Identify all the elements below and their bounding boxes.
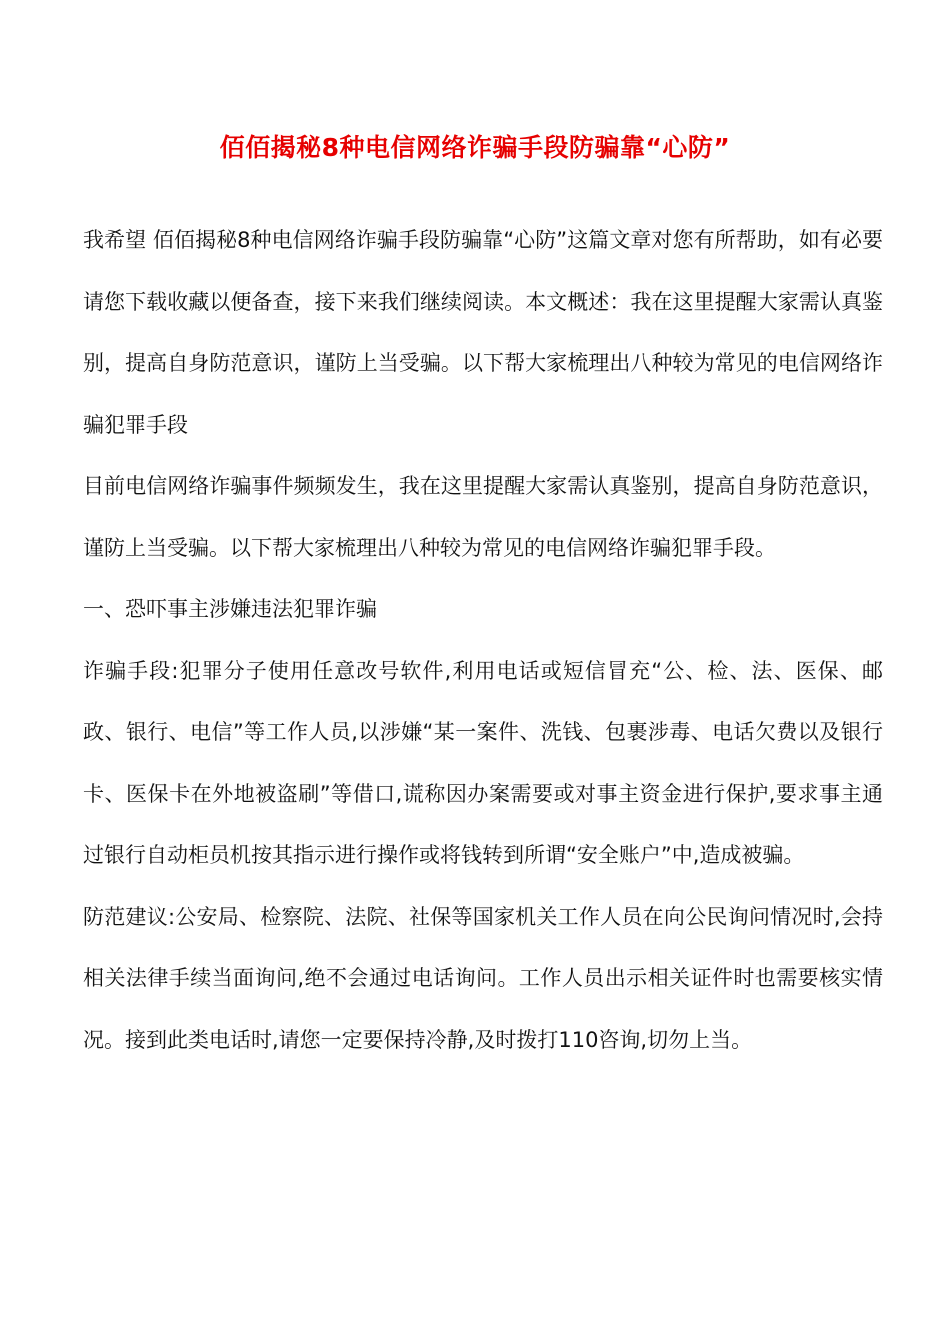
- document-title: 佰佰揭秘8种电信网络诈骗手段防骗靠“心防”: [219, 133, 731, 162]
- summary-paragraph: 目前电信网络诈骗事件频频发生，我在这里提醒大家需认真鉴别，提高自身防范意识，谨防上当受骗。以下帮大家梳理出八种较为常见的电信网络诈骗犯罪手段。: [83, 474, 883, 560]
- fraud-method-paragraph: 诈骗手段:犯罪分子使用任意改号软件,利用电话或短信冒充“公、检、法、医保、邮政、银行、电信”等工作人员,以涉嫌“某一案件、洗钱、包裹涉毒、电话欠费以及银行卡、医保卡在外地被盗刷”等借口,谎称因办案需要或对事主资金进行保护,要求事主通过银行自动柜员机按其指示进行操作或将钱转到所谓“安全账户”中,造成被骗。: [83, 658, 883, 867]
- prevention-advice-paragraph: 防范建议:公安局、检察院、法院、社保等国家机关工作人员在向公民询问情况时,会持相关法律手续当面询问,绝不会通过电话询问。工作人员出示相关证件时也需要核实情况。接到此类电话时,请您一定要保持冷静,及时拨打110咨询,切勿上当。: [83, 904, 883, 1052]
- intro-paragraph: 我希望 佰佰揭秘8种电信网络诈骗手段防骗靠“心防”这篇文章对您有所帮助，如有必要请您下载收藏以便备查，接下来我们继续阅读。本文概述：我在这里提醒大家需认真鉴别，提高自身防范意识，谨防上当受骗。以下帮大家梳理出八种较为常见的电信网络诈骗犯罪手段: [83, 228, 883, 437]
- section-heading: 一、恐吓事主涉嫌违法犯罪诈骗: [83, 597, 377, 621]
- document-body: [83, 210, 883, 1071]
